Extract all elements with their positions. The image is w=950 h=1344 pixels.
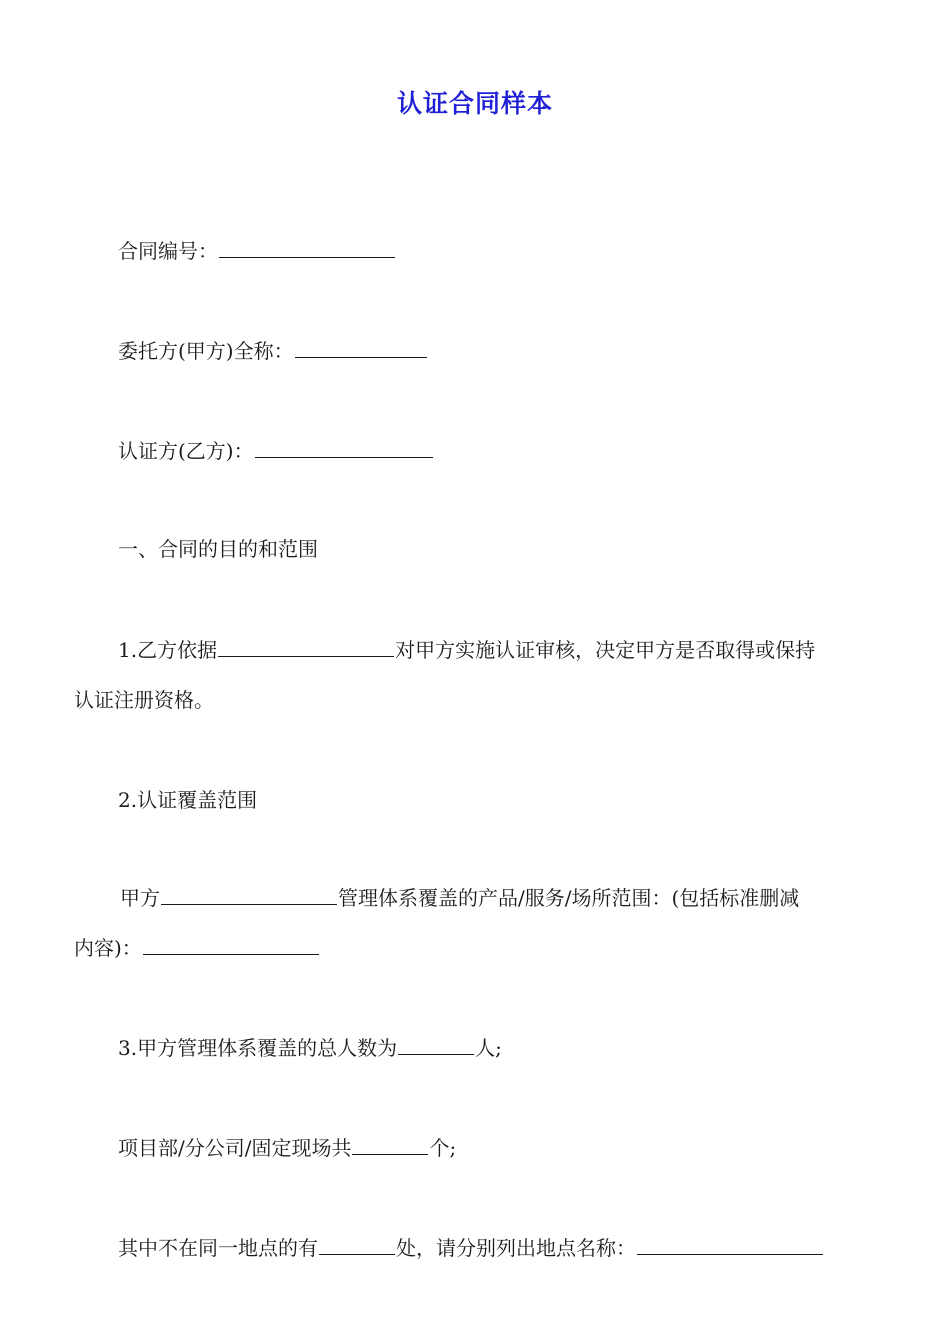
standard-blank	[218, 636, 394, 657]
scope-prefix: 甲方	[120, 886, 160, 910]
contract-number-line	[118, 237, 396, 265]
location-names-blank	[637, 1234, 823, 1255]
scope-content-blank	[143, 934, 319, 955]
client-name-blank	[295, 337, 427, 358]
locations-prefix: 其中不在同一地点的有	[118, 1236, 318, 1260]
scope-line-1	[120, 884, 799, 912]
sites-suffix: 个;	[429, 1136, 457, 1160]
sites-count-blank	[352, 1134, 428, 1155]
system-type-blank	[161, 884, 337, 905]
document-title: 认证合同样本	[396, 89, 553, 118]
scope-line-2	[74, 934, 320, 962]
locations-line	[118, 1234, 824, 1262]
item-1-line-2: 认证注册资格。	[74, 688, 214, 712]
item-3-line	[118, 1034, 502, 1062]
locations-count-blank	[319, 1234, 395, 1255]
locations-middle: 处，请分别列出地点名称：	[396, 1236, 636, 1260]
client-line	[118, 337, 428, 365]
item-3-suffix: 人;	[475, 1036, 502, 1060]
contract-number-blank	[219, 237, 395, 258]
section-1-heading: 一、合同的目的和范围	[118, 537, 318, 561]
item-1-suffix: 对甲方实施认证审核，决定甲方是否取得或保持	[395, 638, 816, 662]
item-1-prefix: 1.乙方依据	[118, 638, 218, 662]
certifier-label: 认证方(乙方)：	[118, 439, 254, 463]
scope-suffix: 管理体系覆盖的产品/服务/场所范围：(包括标准删减	[338, 886, 800, 910]
contract-number-label: 合同编号：	[118, 239, 218, 263]
headcount-blank	[398, 1034, 474, 1055]
sites-line	[118, 1134, 456, 1162]
sites-prefix: 项目部/分公司/固定现场共	[118, 1136, 352, 1160]
client-label: 委托方(甲方)全称：	[118, 339, 294, 363]
scope-line-2-prefix: 内容)：	[74, 936, 142, 960]
certifier-name-blank	[255, 437, 433, 458]
item-3-prefix: 3.甲方管理体系覆盖的总人数为	[118, 1036, 398, 1060]
item-2-heading: 2.认证覆盖范围	[118, 788, 258, 812]
item-1-line-1	[118, 636, 815, 664]
certifier-line	[118, 437, 434, 465]
